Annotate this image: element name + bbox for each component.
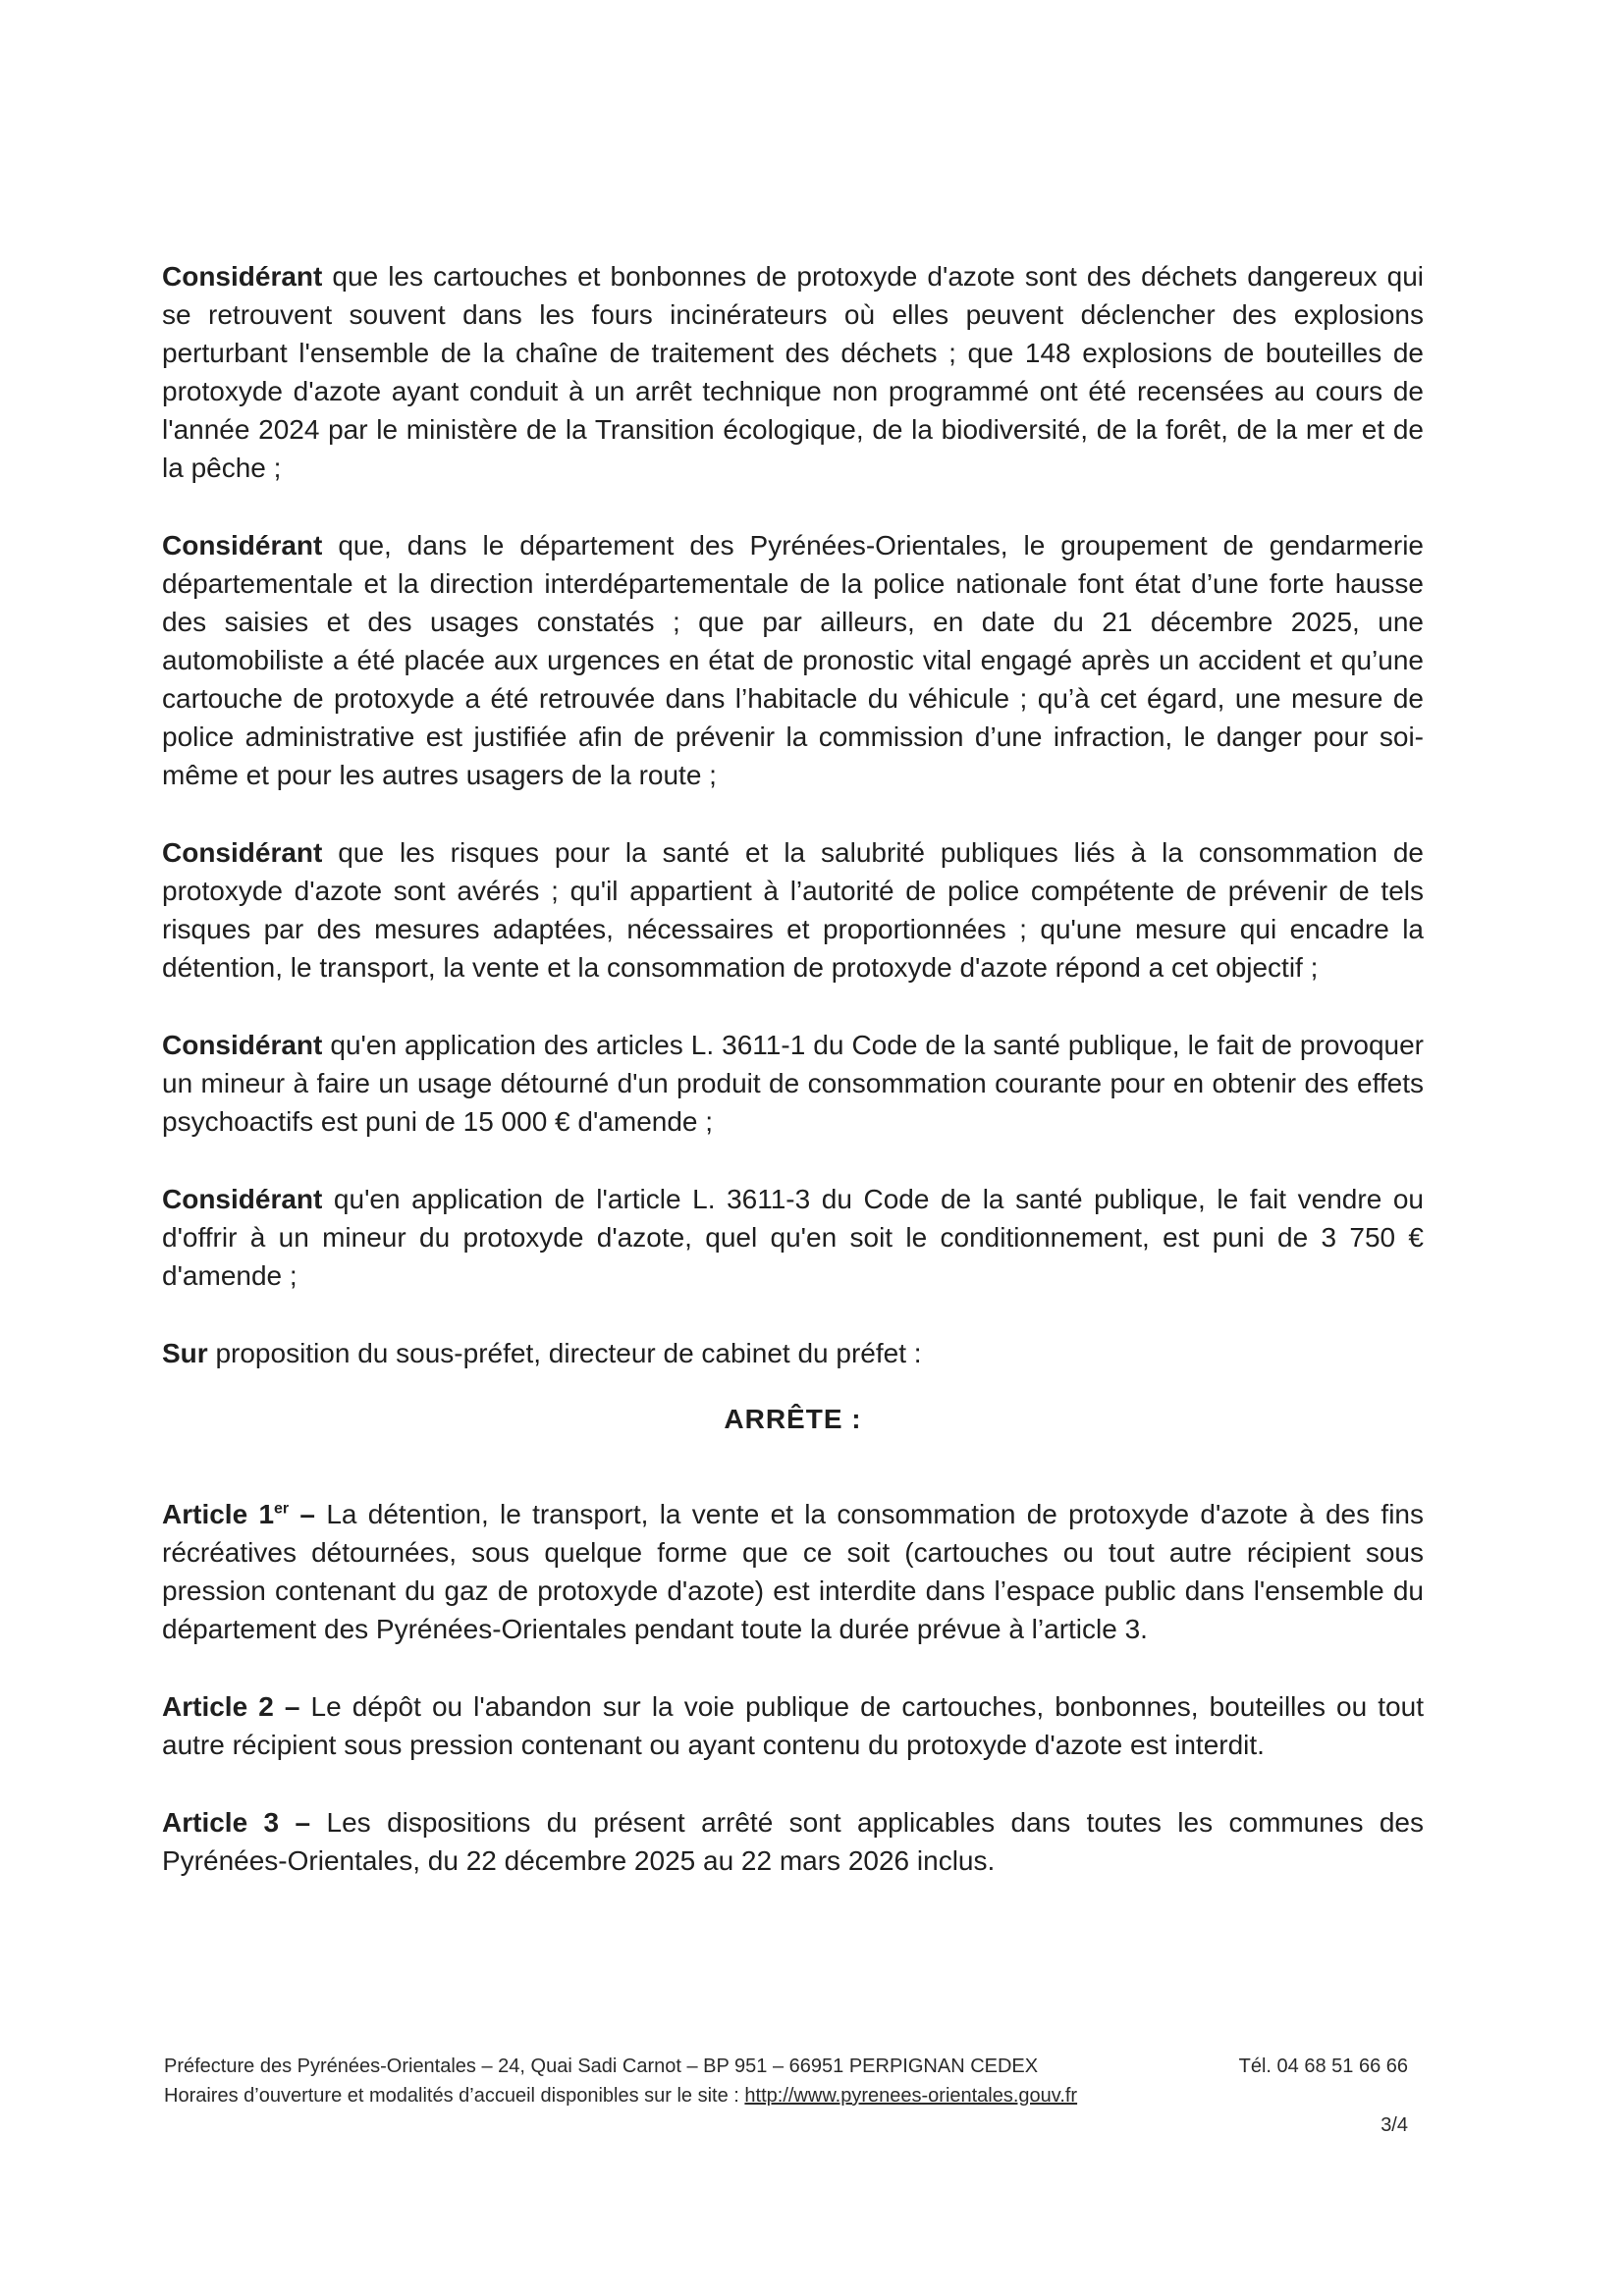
footer-contact — [164, 2052, 1107, 2110]
considerant-text: que les cartouches et bonbonnes de protoxyde d'azote sont des déchets dangereux qui se retrouvent souvent dans les fours incinérateurs où elles peuvent déclencher des explosions perturbant l'ensemble de la chaîne de traitement des déchets ; que 148 explosions de bouteilles de protoxyde d'azote ayant conduit à un arrêt technique non programmé ont été recensées au cours de l'année 2024 par le ministère de la Transition écologique, de la biodiversité, de la forêt, de la mer et de la pêche ; — [162, 261, 1424, 483]
considerant-keyword: Considérant — [162, 1030, 323, 1060]
article-text: Le dépôt ou l'abandon sur la voie publique de cartouches, bonbonnes, bouteilles ou tout autre récipient sous pression contenant ou ayant contenu du protoxyde d'azote est interdit. — [162, 1691, 1424, 1760]
footer-hours-text: Horaires d’ouverture et modalités d’accueil disponibles sur le site : — [164, 2085, 745, 2107]
footer-website-link[interactable]: http://www.pyrenees-orientales.gouv.fr — [744, 2085, 1078, 2107]
considerant-keyword: Considérant — [162, 530, 323, 561]
considerant-paragraph-4 — [162, 1026, 1424, 1141]
article-text: La détention, le transport, la vente et la consommation de protoxyde d'azote à des fins récréatives détournées, sous quelque forme que ce soit (cartouches ou tout autre récipient sous pression contenant du gaz de protoxyde d'azote) est interdite dans l’espace public dans l'ensemble du département des Pyrénées-Orientales pendant toute la durée prévue à l’article 3. — [162, 1499, 1424, 1644]
footer-address: Préfecture des Pyrénées-Orientales – 24, Quai Sadi Carnot – BP 951 – 66951 PERPIGNAN CEDEX — [164, 2056, 1039, 2077]
considerant-keyword: Considérant — [162, 837, 323, 868]
article-label-dash: – — [289, 1499, 327, 1529]
considerant-keyword: Considérant — [162, 1184, 323, 1214]
article-3 — [162, 1803, 1424, 1880]
article-label — [162, 1499, 326, 1529]
footer-hours — [164, 2081, 1107, 2110]
considerant-text: que les risques pour la santé et la salubrité publiques liés à la consommation de protoxyde d'azote sont avérés ; qu'il appartient à l’autorité de police compétente de prévenir de tels risques par des mesures adaptées, nécessaires et proportionnées ; qu'une mesure qui encadre la détention, le transport, la vente et la consommation de protoxyde d'azote répond a cet objectif ; — [162, 837, 1424, 983]
considerant-keyword: Considérant — [162, 261, 323, 292]
proposition-paragraph — [162, 1334, 1424, 1372]
considerant-paragraph-2 — [162, 526, 1424, 794]
document-body — [162, 257, 1424, 1919]
article-label-text: Article 1 — [162, 1499, 275, 1529]
article-2 — [162, 1687, 1424, 1764]
article-text: Les dispositions du présent arrêté sont applicables dans toutes les communes des Pyrénées-Orientales, du 22 décembre 2025 au 22 mars 2026 inclus. — [162, 1807, 1424, 1876]
article-label-sup: er — [274, 1500, 290, 1518]
proposition-text: proposition du sous-préfet, directeur de cabinet du préfet : — [207, 1338, 922, 1368]
footer-telephone: Tél. 04 68 51 66 66 — [1238, 2056, 1408, 2077]
article-label: Article 3 – — [162, 1807, 311, 1838]
considerant-text: qu'en application des articles L. 3611-1 du Code de la santé publique, le fait de provoquer un mineur à faire un usage détourné d'un produit de consommation courante pour en obtenir des effets psychoactifs est puni de 15 000 € d'amende ; — [162, 1030, 1424, 1137]
considerant-text: qu'en application de l'article L. 3611-3 du Code de la santé publique, le fait vendre ou d'offrir à un mineur du protoxyde d'azote, quel qu'en soit le conditionnement, est puni de 3 750 € d'amende ; — [162, 1184, 1424, 1291]
page-number: 3/4 — [1380, 2114, 1408, 2136]
arrete-heading: ARRÊTE : — [724, 1404, 862, 1434]
considerant-paragraph-1 — [162, 257, 1424, 487]
considerant-text: que, dans le département des Pyrénées-Orientales, le groupement de gendarmerie départementale et la direction interdépartementale de la police nationale font état d’une forte hausse des saisies et des usages constatés ; que par ailleurs, en date du 21 décembre 2025, une automobiliste a été placée aux urgences en état de pronostic vital engagé après un accident et qu’une cartouche de protoxyde a été retrouvée dans l’habitacle du véhicule ; qu’à cet égard, une mesure de police administrative est justifiée afin de prévenir la commission d’une infraction, le danger pour soi-même et pour les autres usagers de la route ; — [162, 530, 1424, 790]
considerant-paragraph-3 — [162, 833, 1424, 987]
considerant-paragraph-5 — [162, 1180, 1424, 1295]
article-1 — [162, 1495, 1424, 1648]
article-label: Article 2 – — [162, 1691, 300, 1722]
proposition-keyword: Sur — [162, 1338, 208, 1368]
